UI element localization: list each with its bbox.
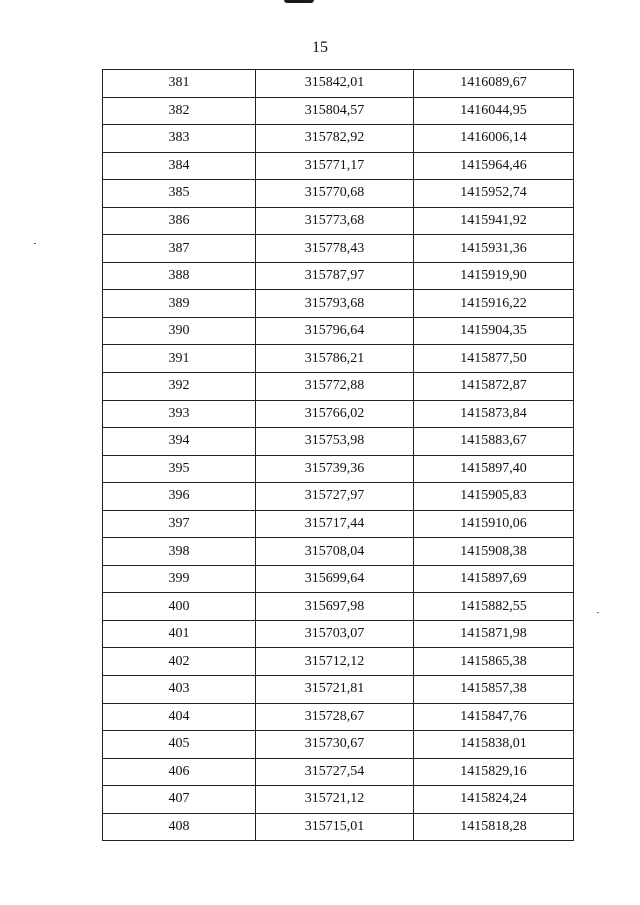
x-coordinate-cell: 315770,68 <box>256 180 414 208</box>
x-coordinate-cell: 315717,44 <box>256 510 414 538</box>
y-coordinate-cell: 1415919,90 <box>414 262 574 290</box>
point-number-cell: 384 <box>103 152 256 180</box>
y-coordinate-cell: 1415829,16 <box>414 758 574 786</box>
table-row <box>103 455 574 483</box>
x-coordinate-cell: 315771,17 <box>256 152 414 180</box>
point-number-cell: 382 <box>103 97 256 125</box>
point-number-cell: 399 <box>103 565 256 593</box>
x-coordinate-cell: 315728,67 <box>256 703 414 731</box>
x-coordinate-cell: 315712,12 <box>256 648 414 676</box>
point-number-cell: 385 <box>103 180 256 208</box>
table-row <box>103 428 574 456</box>
y-coordinate-cell: 1415908,38 <box>414 538 574 566</box>
point-number-cell: 390 <box>103 317 256 345</box>
y-coordinate-cell: 1415883,67 <box>414 428 574 456</box>
point-number-cell: 402 <box>103 648 256 676</box>
y-coordinate-cell: 1415871,98 <box>414 620 574 648</box>
table-row <box>103 758 574 786</box>
y-coordinate-cell: 1415877,50 <box>414 345 574 373</box>
table-row <box>103 70 574 98</box>
scan-speck <box>597 612 599 613</box>
table-row <box>103 400 574 428</box>
point-number-cell: 400 <box>103 593 256 621</box>
coordinates-table <box>102 69 574 841</box>
table-row <box>103 290 574 318</box>
y-coordinate-cell: 1415847,76 <box>414 703 574 731</box>
point-number-cell: 401 <box>103 620 256 648</box>
y-coordinate-cell: 1415904,35 <box>414 317 574 345</box>
point-number-cell: 381 <box>103 70 256 98</box>
point-number-cell: 404 <box>103 703 256 731</box>
point-number-cell: 388 <box>103 262 256 290</box>
table-row <box>103 676 574 704</box>
table-row <box>103 593 574 621</box>
x-coordinate-cell: 315721,81 <box>256 676 414 704</box>
x-coordinate-cell: 315766,02 <box>256 400 414 428</box>
table-row <box>103 813 574 841</box>
page-number: 15 <box>312 39 328 56</box>
point-number-cell: 395 <box>103 455 256 483</box>
y-coordinate-cell: 1415897,40 <box>414 455 574 483</box>
y-coordinate-cell: 1416006,14 <box>414 125 574 153</box>
x-coordinate-cell: 315773,68 <box>256 207 414 235</box>
point-number-cell: 406 <box>103 758 256 786</box>
point-number-cell: 393 <box>103 400 256 428</box>
x-coordinate-cell: 315730,67 <box>256 731 414 759</box>
point-number-cell: 397 <box>103 510 256 538</box>
point-number-cell: 398 <box>103 538 256 566</box>
point-number-cell: 408 <box>103 813 256 841</box>
table-row <box>103 180 574 208</box>
y-coordinate-cell: 1415897,69 <box>414 565 574 593</box>
x-coordinate-cell: 315715,01 <box>256 813 414 841</box>
table-row <box>103 262 574 290</box>
y-coordinate-cell: 1415872,87 <box>414 373 574 401</box>
point-number-cell: 394 <box>103 428 256 456</box>
coordinates-table-body <box>103 70 574 841</box>
x-coordinate-cell: 315727,54 <box>256 758 414 786</box>
table-row <box>103 97 574 125</box>
table-row <box>103 235 574 263</box>
y-coordinate-cell: 1416044,95 <box>414 97 574 125</box>
table-row <box>103 152 574 180</box>
x-coordinate-cell: 315793,68 <box>256 290 414 318</box>
y-coordinate-cell: 1415931,36 <box>414 235 574 263</box>
scan-speck <box>34 243 36 244</box>
y-coordinate-cell: 1415882,55 <box>414 593 574 621</box>
x-coordinate-cell: 315786,21 <box>256 345 414 373</box>
y-coordinate-cell: 1415824,24 <box>414 786 574 814</box>
point-number-cell: 387 <box>103 235 256 263</box>
x-coordinate-cell: 315727,97 <box>256 483 414 511</box>
x-coordinate-cell: 315703,07 <box>256 620 414 648</box>
y-coordinate-cell: 1415857,38 <box>414 676 574 704</box>
table-row <box>103 510 574 538</box>
y-coordinate-cell: 1415964,46 <box>414 152 574 180</box>
table-row <box>103 538 574 566</box>
x-coordinate-cell: 315796,64 <box>256 317 414 345</box>
x-coordinate-cell: 315739,36 <box>256 455 414 483</box>
point-number-cell: 391 <box>103 345 256 373</box>
y-coordinate-cell: 1415916,22 <box>414 290 574 318</box>
x-coordinate-cell: 315787,97 <box>256 262 414 290</box>
x-coordinate-cell: 315697,98 <box>256 593 414 621</box>
table-row <box>103 317 574 345</box>
x-coordinate-cell: 315842,01 <box>256 70 414 98</box>
x-coordinate-cell: 315699,64 <box>256 565 414 593</box>
y-coordinate-cell: 1415838,01 <box>414 731 574 759</box>
table-row <box>103 620 574 648</box>
x-coordinate-cell: 315721,12 <box>256 786 414 814</box>
x-coordinate-cell: 315782,92 <box>256 125 414 153</box>
point-number-cell: 403 <box>103 676 256 704</box>
table-row <box>103 125 574 153</box>
y-coordinate-cell: 1415873,84 <box>414 400 574 428</box>
y-coordinate-cell: 1416089,67 <box>414 70 574 98</box>
point-number-cell: 407 <box>103 786 256 814</box>
table-row <box>103 786 574 814</box>
table-row <box>103 373 574 401</box>
scan-artifact <box>284 0 314 3</box>
table-row <box>103 648 574 676</box>
y-coordinate-cell: 1415905,83 <box>414 483 574 511</box>
y-coordinate-cell: 1415818,28 <box>414 813 574 841</box>
x-coordinate-cell: 315708,04 <box>256 538 414 566</box>
y-coordinate-cell: 1415865,38 <box>414 648 574 676</box>
y-coordinate-cell: 1415910,06 <box>414 510 574 538</box>
point-number-cell: 386 <box>103 207 256 235</box>
y-coordinate-cell: 1415941,92 <box>414 207 574 235</box>
table-row <box>103 731 574 759</box>
point-number-cell: 389 <box>103 290 256 318</box>
point-number-cell: 405 <box>103 731 256 759</box>
table-row <box>103 345 574 373</box>
point-number-cell: 396 <box>103 483 256 511</box>
table-row <box>103 703 574 731</box>
x-coordinate-cell: 315804,57 <box>256 97 414 125</box>
x-coordinate-cell: 315778,43 <box>256 235 414 263</box>
x-coordinate-cell: 315772,88 <box>256 373 414 401</box>
point-number-cell: 383 <box>103 125 256 153</box>
y-coordinate-cell: 1415952,74 <box>414 180 574 208</box>
point-number-cell: 392 <box>103 373 256 401</box>
x-coordinate-cell: 315753,98 <box>256 428 414 456</box>
table-row <box>103 483 574 511</box>
table-row <box>103 207 574 235</box>
table-row <box>103 565 574 593</box>
